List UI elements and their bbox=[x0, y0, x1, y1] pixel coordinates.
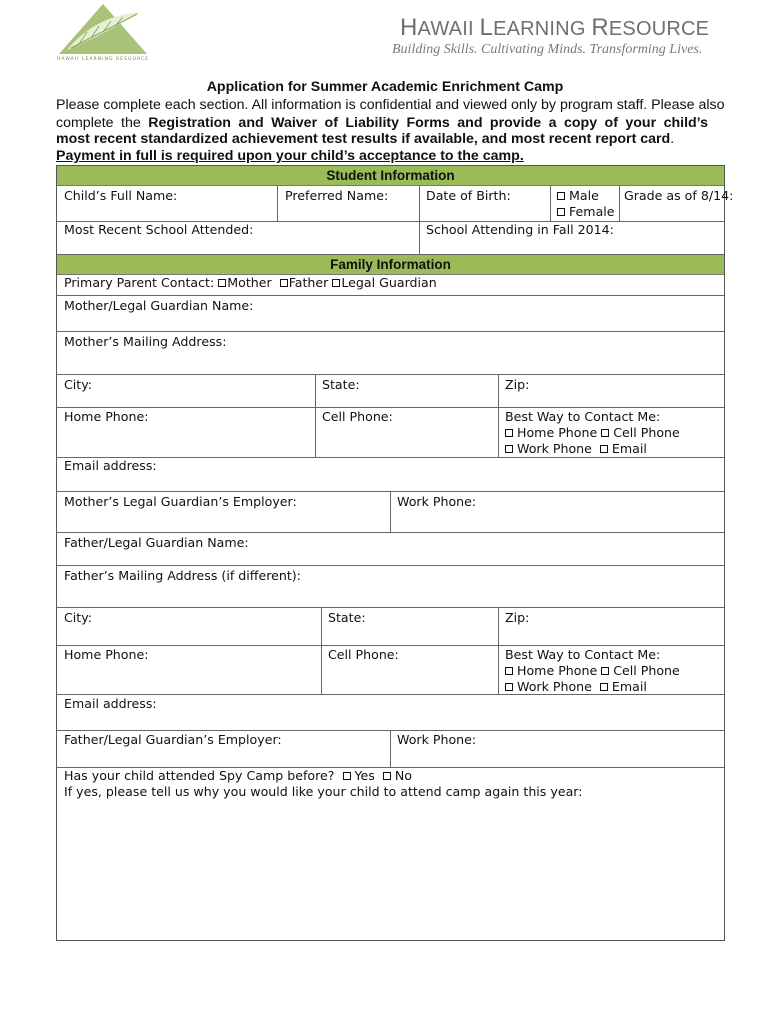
mother-option-checkbox[interactable]: Mother bbox=[218, 275, 271, 290]
father-cell-phone-field[interactable]: Cell Phone: bbox=[328, 647, 399, 662]
checkbox-icon bbox=[343, 772, 351, 780]
divider bbox=[550, 185, 551, 221]
divider bbox=[315, 374, 316, 407]
divider bbox=[419, 185, 420, 221]
divider bbox=[390, 730, 391, 767]
male-checkbox[interactable]: Male bbox=[557, 188, 599, 204]
divider bbox=[390, 491, 391, 532]
father-zip-field[interactable]: Zip: bbox=[505, 610, 530, 625]
father-state-field[interactable]: State: bbox=[328, 610, 366, 625]
checkbox-icon bbox=[557, 192, 565, 200]
father-name-field[interactable]: Father/Legal Guardian Name: bbox=[64, 535, 249, 550]
email-checkbox[interactable]: Email bbox=[600, 679, 647, 694]
checkbox-icon bbox=[600, 445, 608, 453]
row-divider bbox=[57, 694, 724, 695]
row-divider bbox=[57, 457, 724, 458]
intro-line-2: complete the Registration and Waiver of Liability Forms and provide a copy of your child’s bbox=[56, 115, 708, 131]
divider bbox=[315, 407, 316, 457]
father-contact-options-row-1 bbox=[505, 663, 680, 679]
divider bbox=[419, 221, 420, 254]
divider bbox=[277, 185, 278, 221]
email-checkbox[interactable]: Email bbox=[600, 441, 647, 456]
hawaii-learning-resource-logo bbox=[57, 4, 149, 62]
home-phone-checkbox[interactable]: Home Phone bbox=[505, 425, 597, 440]
checkbox-icon bbox=[218, 279, 226, 287]
application-form bbox=[56, 165, 734, 941]
spy-camp-question: Has your child attended Spy Camp before? Yes No bbox=[64, 768, 412, 783]
mother-city-field[interactable]: City: bbox=[64, 377, 93, 392]
divider bbox=[321, 607, 322, 645]
preferred-name-field[interactable]: Preferred Name: bbox=[285, 188, 389, 203]
divider bbox=[498, 374, 499, 407]
divider bbox=[321, 645, 322, 694]
divider bbox=[498, 645, 499, 694]
row-divider bbox=[57, 295, 724, 296]
row-divider bbox=[57, 565, 724, 566]
father-employer-field[interactable]: Father/Legal Guardian’s Employer: bbox=[64, 732, 282, 747]
childs-full-name-field[interactable]: Child’s Full Name: bbox=[64, 188, 178, 203]
row-divider bbox=[57, 407, 724, 408]
father-city-field[interactable]: City: bbox=[64, 610, 93, 625]
checkbox-icon bbox=[557, 208, 565, 216]
father-email-field[interactable]: Email address: bbox=[64, 696, 157, 711]
checkbox-icon bbox=[383, 772, 391, 780]
checkbox-icon bbox=[505, 429, 513, 437]
checkbox-icon bbox=[332, 279, 340, 287]
mother-contact-options-row-1 bbox=[505, 425, 680, 441]
checkbox-icon bbox=[505, 683, 513, 691]
org-title: HAWAII LEARNING RESOURCE bbox=[400, 14, 710, 41]
recent-school-field[interactable]: Most Recent School Attended: bbox=[64, 222, 254, 237]
yes-checkbox[interactable]: Yes bbox=[343, 768, 375, 783]
work-phone-checkbox[interactable]: Work Phone bbox=[505, 441, 592, 456]
mother-state-field[interactable]: State: bbox=[322, 377, 360, 392]
checkbox-icon bbox=[280, 279, 288, 287]
date-of-birth-field[interactable]: Date of Birth: bbox=[426, 188, 511, 203]
female-checkbox[interactable]: Female bbox=[557, 204, 615, 220]
father-address-field[interactable]: Father’s Mailing Address (if different): bbox=[64, 568, 301, 583]
row-divider bbox=[57, 645, 724, 646]
primary-parent-contact: Primary Parent Contact: Mother Father Legal Guardian bbox=[64, 275, 437, 290]
mother-best-way-label: Best Way to Contact Me: bbox=[505, 409, 661, 424]
home-phone-checkbox[interactable]: Home Phone bbox=[505, 663, 597, 678]
work-phone-checkbox[interactable]: Work Phone bbox=[505, 679, 592, 694]
divider bbox=[498, 607, 499, 645]
checkbox-icon bbox=[505, 445, 513, 453]
checkbox-icon bbox=[600, 683, 608, 691]
mother-employer-field[interactable]: Mother’s Legal Guardian’s Employer: bbox=[64, 494, 297, 509]
spy-camp-followup-field[interactable]: If yes, please tell us why you would like your child to attend camp again this year: bbox=[64, 784, 583, 799]
intro-line-3: most recent standardized achievement test results if available, and most recent report card. bbox=[56, 131, 675, 147]
father-best-way-label: Best Way to Contact Me: bbox=[505, 647, 661, 662]
checkbox-icon bbox=[601, 429, 609, 437]
logo-caption: HAWAII LEARNING RESOURCE bbox=[57, 57, 149, 62]
checkbox-icon bbox=[505, 667, 513, 675]
fall-school-field[interactable]: School Attending in Fall 2014: bbox=[426, 222, 614, 237]
checkbox-icon bbox=[601, 667, 609, 675]
row-divider bbox=[57, 532, 724, 533]
father-work-phone-field[interactable]: Work Phone: bbox=[397, 732, 477, 747]
intro-line-1: Please complete each section. All information is confidential and viewed only by program staff. Please also bbox=[56, 97, 725, 113]
cell-phone-checkbox[interactable]: Cell Phone bbox=[601, 663, 680, 678]
divider bbox=[498, 407, 499, 457]
row-divider bbox=[57, 607, 724, 608]
father-home-phone-field[interactable]: Home Phone: bbox=[64, 647, 149, 662]
mother-address-field[interactable]: Mother’s Mailing Address: bbox=[64, 334, 227, 349]
family-info-heading: Family Information bbox=[57, 255, 724, 275]
mother-contact-options-row-2 bbox=[505, 441, 647, 457]
form-title: Application for Summer Academic Enrichment Camp bbox=[206, 79, 564, 95]
father-contact-options-row-2 bbox=[505, 679, 647, 695]
mother-zip-field[interactable]: Zip: bbox=[505, 377, 530, 392]
mother-email-field[interactable]: Email address: bbox=[64, 458, 157, 473]
mother-cell-phone-field[interactable]: Cell Phone: bbox=[322, 409, 393, 424]
student-info-heading: Student Information bbox=[57, 166, 724, 186]
row-divider bbox=[57, 374, 724, 375]
legal-guardian-option-checkbox[interactable]: Legal Guardian bbox=[332, 275, 436, 290]
mother-home-phone-field[interactable]: Home Phone: bbox=[64, 409, 149, 424]
grade-field[interactable]: Grade as of 8/14: bbox=[624, 188, 734, 203]
row-divider bbox=[57, 331, 724, 332]
mother-work-phone-field[interactable]: Work Phone: bbox=[397, 494, 477, 509]
no-checkbox[interactable]: No bbox=[383, 768, 412, 783]
mother-name-field[interactable]: Mother/Legal Guardian Name: bbox=[64, 298, 254, 313]
cell-phone-checkbox[interactable]: Cell Phone bbox=[601, 425, 680, 440]
father-option-checkbox[interactable]: Father bbox=[280, 275, 329, 290]
divider bbox=[619, 185, 620, 221]
tagline: Building Skills. Cultivating Minds. Transforming Lives. bbox=[392, 42, 703, 57]
intro-line-4: Payment in full is required upon your child’s acceptance to the camp. bbox=[56, 148, 524, 164]
